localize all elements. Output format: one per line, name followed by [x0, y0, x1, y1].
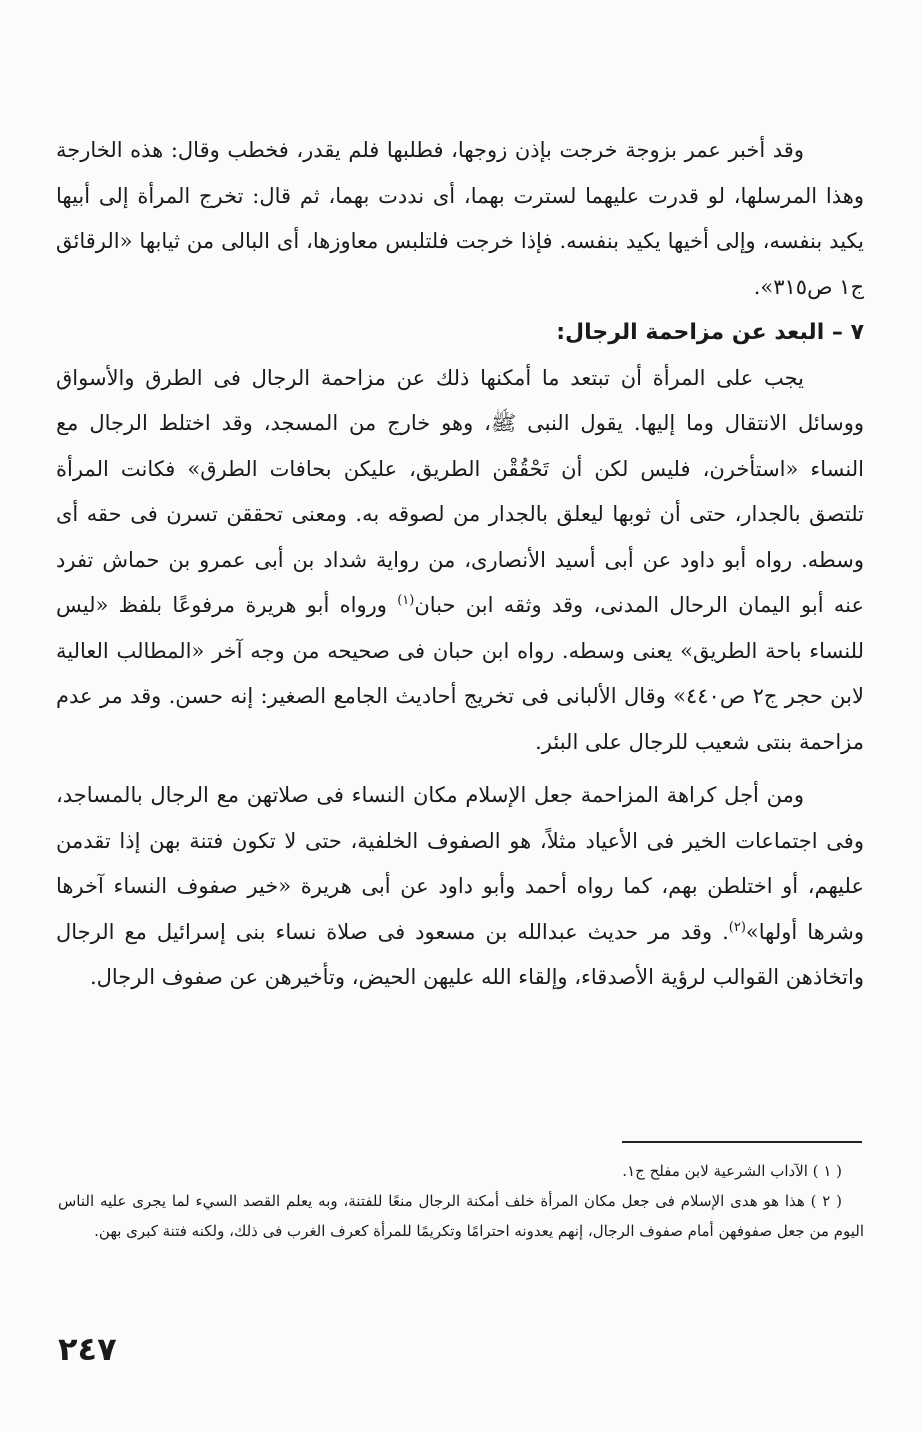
footnote-1: ( ١ ) الآداب الشرعية لابن مفلح ج١. [622, 1162, 842, 1180]
paragraph-rows-part1: ومن أجل كراهة المزاحمة جعل الإسلام مكان النساء فى صلاتهن مع الرجال بالمساجد، وفى اجتماعات الخير فى الأعياد مثلاً، هو الصفوف الخلفية، حتى لا تكون فتنة بهن إذا تقدمن عليهم، أو اختلطن بهم، كما رواه أحمد وأبو داود عن أبى هريرة «خير صفوف النساء آخرها وشرها أولها» [56, 783, 864, 944]
footnotes [58, 1156, 864, 1246]
main-text [56, 128, 864, 1001]
paragraph-crowding-part1: يجب على المرأة أن تبتعد ما أمكنها ذلك عن مزاحمة الرجال فى الطرق والأسواق ووسائل الانتقال وما إليها. يقول النبى ﷺ، وهو خارج من المسجد، وقد اختلط الرجال مع النساء «استأخرن، فليس لكن أن تَحْقُقْن الطريق، عليكن بحافات الطرق» فكانت المرأة تلتصق بالجدار، حتى أن ثوبها ليعلق بالجدار من لصوقه به. ومعنى تحققن تسرن فى حقه أى وسطه. رواه أبو داود عن أبى أسيد الأنصارى، من رواية شداد بن أبى عمرو بن حماش تفرد عنه أبو اليمان الرحال المدنى، وقد وثقه ابن حبان [56, 365, 864, 617]
paragraph-crowding-part2: ورواه أبو هريرة مرفوعًا بلفظ «ليس للنساء باحة الطريق» يعنى وسطه. رواه ابن حبان فى صحيحه من وجه آخر «المطالب العالية لابن حجر ج٢ ص٤٤٠» وقال الألبانى فى تخريج أحاديث الجامع الصغير: إنه حسن. وقد مر عدم مزاحمة بنتى شعيب للرجال على البئر. [56, 593, 864, 754]
paragraph-umar: وقد أخبر عمر بزوجة خرجت بإذن زوجها، فطلبها فلم يقدر، فخطب وقال: هذه الخارجة وهذا المرسلها، لو قدرت عليهما لسترت بهما، أى نددت بهما، ثم قال: تخرج المرأة إلى أبيها يكيد بنفسه، وإلى أخيها يكيد بنفسه. فإذا خرجت فلتلبس معاوزها، أى البالى من ثيابها «الرقائق ج١ ص٣١٥». [56, 138, 864, 299]
footnote-ref-2: (٢) [728, 919, 746, 935]
footnote-divider [622, 1141, 862, 1143]
footnote-2: ( ٢ ) هذا هو هدى الإسلام فى جعل مكان المرأة خلف أمكنة الرجال منعًا للفتنة، وبه يعلم القصد السيء لما يجرى عليه الناس اليوم من جعل صفوفهن أمام صفوف الرجال، إنهم يعدونه احترامًا وتكريمًا للمرأة كعرف الغرب فى ذلك، ولكنه فتنة كبرى بهن. [58, 1192, 864, 1240]
paragraph-rows [56, 773, 864, 1001]
footnote-ref-1: (١) [397, 593, 415, 608]
paragraph-rows-part2: . وقد مر حديث عبدالله بن مسعود فى صلاة نساء بنى إسرائيل مع الرجال واتخاذهن القوالب لرؤية الأصدقاء، وإلقاء الله عليهن الحيض، وتأخيرهن عن صفوف الرجال. [56, 919, 864, 989]
paragraph-crowding [56, 356, 864, 766]
section-heading: ٧ – البعد عن مزاحمة الرجال: [556, 320, 864, 345]
page-number: ٢٤٧ [58, 1330, 117, 1368]
